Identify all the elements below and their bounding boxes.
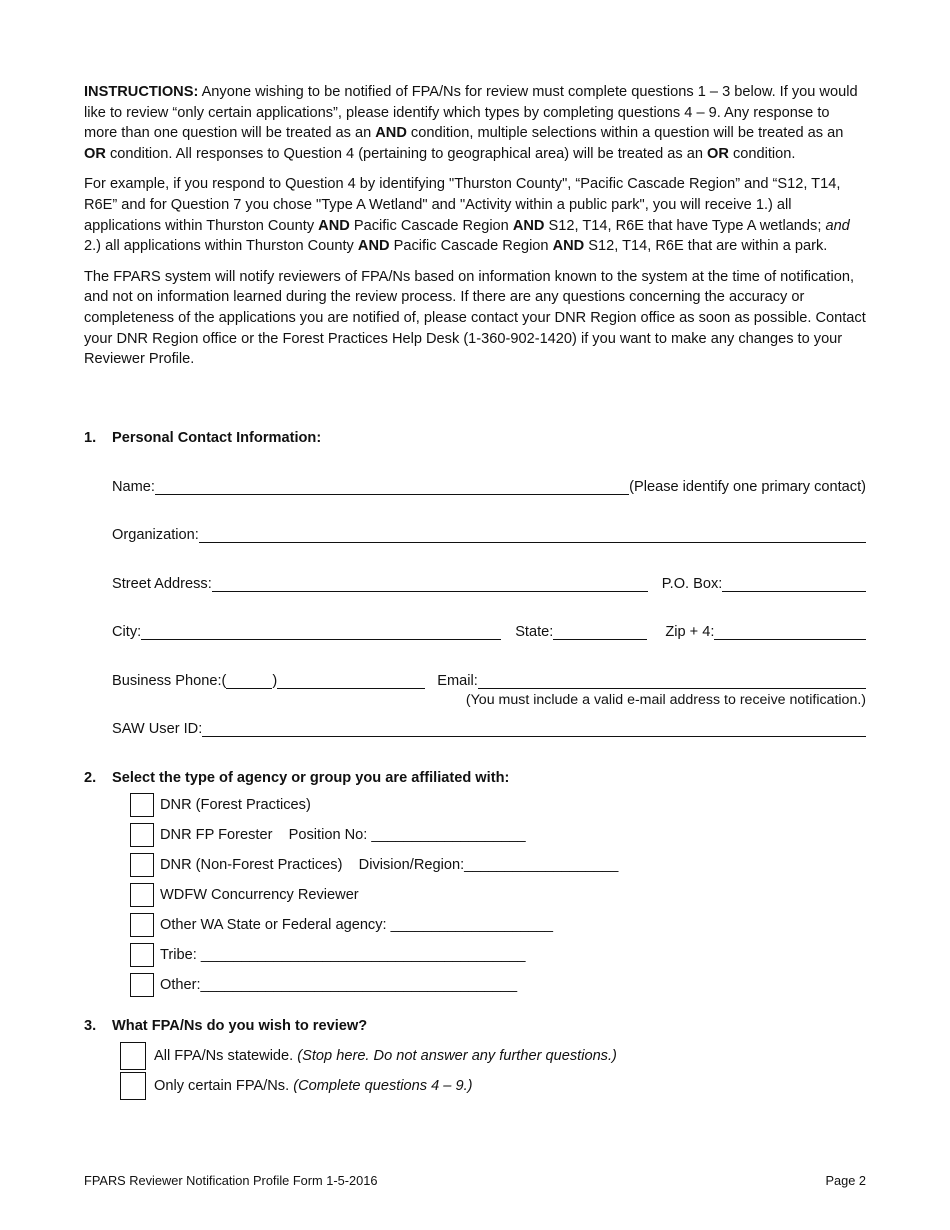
city-field[interactable] xyxy=(141,623,501,640)
instructions-text: condition. All responses to Question 4 (pertaining to geographical area) will be treated as an xyxy=(105,145,708,162)
saw-user-id-label: SAW User ID: xyxy=(112,721,203,737)
phone-paren: ) xyxy=(272,673,278,689)
agency-option xyxy=(130,913,553,937)
agency-checkbox[interactable] xyxy=(130,913,154,937)
footer-page-number: Page 2 xyxy=(825,1173,866,1188)
zip-label: Zip + 4: xyxy=(665,624,715,640)
email-label: Email: xyxy=(437,673,478,689)
agency-option-label: DNR (Non-Forest Practices) Division/Region:___________________ xyxy=(160,857,619,873)
agency-option-label: Tribe: ________________________________________ xyxy=(160,947,526,963)
question-title: Personal Contact Information: xyxy=(112,430,322,446)
document-body xyxy=(84,82,866,380)
option-text: Only certain FPA/Ns. xyxy=(154,1078,290,1094)
agency-option xyxy=(130,943,525,967)
question-1-heading xyxy=(84,428,321,448)
email-note: (You must include a valid e-mail address to receive notification.) xyxy=(465,692,866,708)
business-phone-field[interactable] xyxy=(277,672,425,689)
agency-checkbox[interactable] xyxy=(130,853,154,877)
example-text: Pacific Cascade Region xyxy=(389,238,553,255)
agency-option-label: Other WA State or Federal agency: ____________________ xyxy=(160,917,553,933)
example-text: S12, T14, R6E that are within a park. xyxy=(584,238,828,255)
name-row xyxy=(112,478,866,495)
question-number: 3. xyxy=(84,1018,97,1034)
footer-form-title: FPARS Reviewer Notification Profile Form 1-5-2016 xyxy=(84,1173,378,1188)
name-field[interactable] xyxy=(155,478,629,495)
agency-option-label: DNR FP Forester Position No: ___________________ xyxy=(160,827,526,843)
review-certain-label xyxy=(154,1078,473,1094)
email-field[interactable] xyxy=(478,672,866,689)
agency-option xyxy=(130,793,311,817)
and-keyword: AND xyxy=(318,217,350,234)
street-address-field[interactable] xyxy=(212,575,648,592)
option-text: All FPA/Ns statewide. xyxy=(154,1048,294,1064)
question-2-heading xyxy=(84,768,509,788)
or-keyword: OR xyxy=(707,145,729,162)
city-row xyxy=(112,623,866,640)
state-label: State: xyxy=(515,624,554,640)
review-option-all xyxy=(120,1042,617,1070)
phone-email-row xyxy=(112,672,866,689)
instructions-text: Anyone wishing to be notified of FPA/Ns for review must complete questions 1 – 3 below. If you would like to review “only certain applications”, please identify which types by completing questions 4 – 9. Any response to more than one question will be treated as an xyxy=(84,84,858,142)
agency-option xyxy=(130,853,618,877)
example-text: 2.) all applications within Thurston County xyxy=(84,238,358,255)
agency-checkbox[interactable] xyxy=(130,883,154,907)
city-label: City: xyxy=(112,624,142,640)
agency-option xyxy=(130,973,517,997)
agency-checkbox[interactable] xyxy=(130,823,154,847)
agency-option-label: WDFW Concurrency Reviewer xyxy=(160,887,359,903)
question-title: What FPA/Ns do you wish to review? xyxy=(112,1018,368,1034)
address-row xyxy=(112,575,866,592)
po-box-field[interactable] xyxy=(722,575,866,592)
instructions-lead: INSTRUCTIONS: xyxy=(84,84,199,100)
agency-option-label: Other:_______________________________________ xyxy=(160,977,518,993)
question-number: 2. xyxy=(84,770,97,786)
agency-option xyxy=(130,883,359,907)
or-keyword: OR xyxy=(84,145,106,162)
option-note: (Complete questions 4 – 9.) xyxy=(289,1078,473,1094)
review-certain-checkbox[interactable] xyxy=(120,1072,146,1100)
example-paragraph xyxy=(84,174,866,256)
example-text: Pacific Cascade Region xyxy=(349,217,513,234)
question-number: 1. xyxy=(84,430,97,446)
agency-option-label: DNR (Forest Practices) xyxy=(160,797,311,813)
name-note: (Please identify one primary contact) xyxy=(629,479,866,495)
review-option-certain xyxy=(120,1072,473,1100)
agency-checkbox[interactable] xyxy=(130,943,154,967)
saw-user-id-field[interactable] xyxy=(202,720,866,737)
agency-option xyxy=(130,823,526,847)
agency-checkbox[interactable] xyxy=(130,793,154,817)
example-text: For example, if you respond to Question 4 by identifying "Thurston County", “Pacific Cascade Region” and “S12, T14, R6E” and for Question 7 you chose "Type A Wetland" and "Activity within a public park", you will receive 1.) all applications within Thurston County xyxy=(84,176,841,234)
instructions-text: condition. xyxy=(728,145,796,162)
example-text: S12, T14, R6E that have Type A wetlands; xyxy=(544,217,826,234)
question-3-heading xyxy=(84,1016,367,1036)
and-keyword: AND xyxy=(357,238,390,255)
and-keyword: AND xyxy=(552,238,585,255)
street-address-label: Street Address: xyxy=(112,576,212,592)
review-all-checkbox[interactable] xyxy=(120,1042,146,1070)
notice-paragraph: The FPARS system will notify reviewers of FPA/Ns based on information known to the system at the time of notification, and not on information learned during the review process. If there are any questions concerning the accuracy or completeness of the applications you are notified of, please contact your DNR Region office as soon as possible. Contact your DNR Region office or the Forest Practices Help Desk (1-360-902-1420) if you want to make any changes to your Reviewer Profile. xyxy=(84,268,866,368)
and-italic: and xyxy=(825,217,850,234)
po-box-label: P.O. Box: xyxy=(661,576,723,592)
name-label: Name: xyxy=(112,479,155,495)
business-phone-label: Business Phone:( xyxy=(112,673,227,689)
organization-row xyxy=(112,526,866,543)
and-keyword: AND xyxy=(512,217,545,234)
organization-field[interactable] xyxy=(199,526,866,543)
instructions-text: condition, multiple selections within a question will be treated as an xyxy=(406,125,844,142)
and-keyword: AND xyxy=(375,125,407,142)
area-code-field[interactable] xyxy=(226,672,272,689)
review-all-label xyxy=(154,1048,617,1064)
agency-checkbox[interactable] xyxy=(130,973,154,997)
organization-label: Organization: xyxy=(112,527,199,543)
option-note: (Stop here. Do not answer any further questions.) xyxy=(293,1048,617,1064)
question-title: Select the type of agency or group you are affiliated with: xyxy=(112,770,510,786)
zip-field[interactable] xyxy=(714,623,866,640)
saw-row xyxy=(112,720,866,737)
state-field[interactable] xyxy=(553,623,647,640)
instructions-paragraph xyxy=(84,82,866,164)
